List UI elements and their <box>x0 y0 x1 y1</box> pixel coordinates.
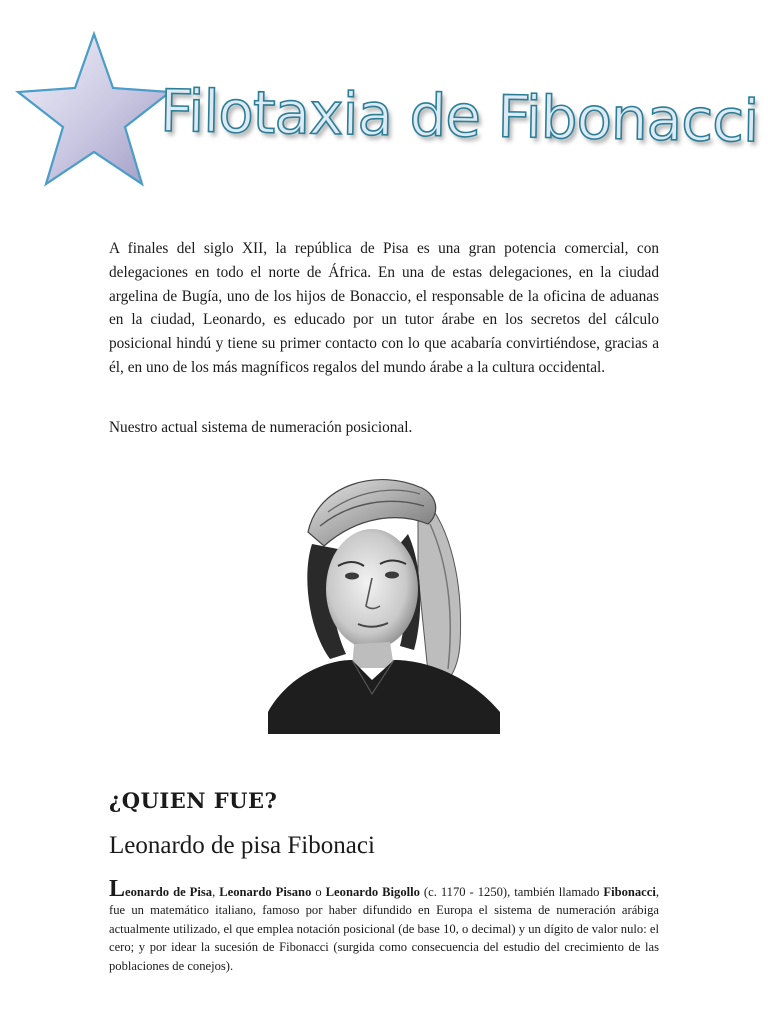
intro-paragraph: A finales del siglo XII, la república de Pisa es una gran potencia comercial, con delegaciones en todo el norte de África. En una de estas delegaciones, en la ciudad argelina de Bugía, uno de los hijos de Bonaccio, el responsable de la oficina de aduanas en la ciudad, Leonardo, es educado por un tutor árabe en los secretos del cálculo posicional hindú y tiene su primer contacto con lo que acabaría convirtiéndose, gracias a él, en uno de los más magníficos regalos del mundo árabe a la cultura occidental. <box>109 240 659 376</box>
bio-separator: o <box>311 885 326 899</box>
fibonacci-portrait <box>268 454 500 734</box>
bio-separator: , <box>212 885 220 899</box>
star-decoration <box>14 30 174 190</box>
drop-cap: L <box>109 876 126 902</box>
bio-text: , fue un matemático italiano, famoso por haber difundido en Europa el sistema de numeración arábiga actualmente utilizado, el que emplea notación posicional (de base 10, o decimal) y un dígito de valor nulo: el cero; y por idear la sucesión de Fibonacci (surgida como consecuencia del estudio del crecimiento de las poblaciones de conejos). <box>109 885 660 973</box>
bio-dates: (c. 1170 - 1250), también llamado <box>419 885 604 899</box>
intro-note: Nuestro actual sistema de numeración posicional. <box>109 419 413 436</box>
section-heading: ¿QUIEN FUE? <box>109 788 278 813</box>
bio-name-fibonacci: Fibonacci <box>603 885 656 899</box>
bio-name-leonardo-pisano: Leonardo Pisano <box>219 885 312 899</box>
bio-name-leonardo-bigollo: Leonardo Bigollo <box>325 885 420 899</box>
page-title: Filotaxia de Fibonacci <box>159 76 759 156</box>
bio-paragraph <box>109 876 660 975</box>
bio-name-leonardo-de-pisa: eonardo de Pisa <box>125 885 213 899</box>
section-subheading: Leonardo de pisa Fibonaci <box>109 832 375 859</box>
